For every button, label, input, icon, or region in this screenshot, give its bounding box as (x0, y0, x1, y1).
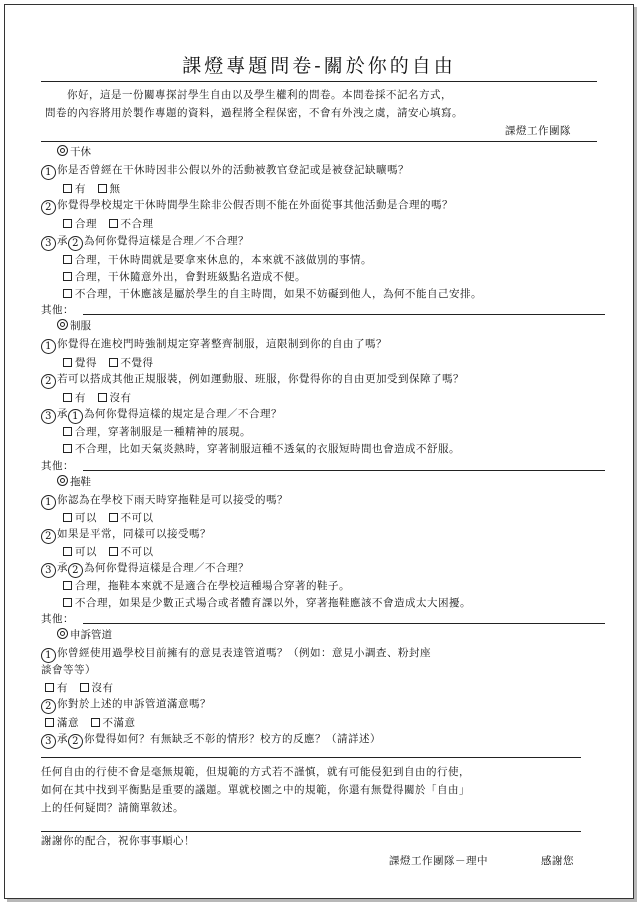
checkbox-option[interactable] (63, 427, 72, 436)
option-slippers-3a: 合理，拖鞋本來就不是適合在學校這種場合穿著的鞋子。 (63, 578, 350, 593)
other-label-slippers: 其他： (41, 613, 74, 625)
circled-number-icon: 3 (41, 409, 56, 424)
other-input-line-slippers[interactable] (83, 623, 605, 624)
circled-number-icon: 1 (41, 339, 56, 354)
checkbox-option[interactable] (109, 219, 118, 228)
footer-thanks: 感謝您 (541, 855, 574, 867)
page-title: 課燈專題問卷-關於你的自由 (182, 55, 456, 77)
checkbox-option[interactable] (63, 444, 72, 453)
checkbox-option[interactable] (80, 683, 89, 692)
circled-number-icon: 2 (41, 200, 56, 215)
checkbox-option[interactable] (63, 184, 72, 193)
circled-number-icon: 2 (41, 529, 56, 544)
intro-signature: 課燈工作團隊 (505, 125, 571, 137)
question-complaints-3: 3 承 2 你覺得如何？有無缺乏不彰的情形？校方的反應？（請詳述） (41, 731, 381, 749)
options-rest-2: 合理 不合理 (63, 216, 154, 231)
other-input-line-rest[interactable] (83, 314, 605, 315)
options-uniform-1: 覺得 不覺得 (63, 355, 154, 370)
bullseye-icon (57, 628, 68, 639)
options-slippers-1: 可以 不可以 (63, 510, 154, 525)
closing-line-2: 如何在其中找到平衡點是重要的議題。單就校園之中的規範，你還有無覺得關於「自由」 (41, 784, 470, 796)
checkbox-option[interactable] (63, 513, 72, 522)
circled-number-icon: 2 (41, 699, 56, 714)
question-slippers-2: 2 如果是平常，同樣可以接受嗎？ (41, 526, 211, 544)
footer-team: 課燈工作團隊－理中 (389, 855, 488, 867)
options-rest-1: 有 無 (63, 181, 121, 196)
checkbox-option[interactable] (109, 358, 118, 367)
question-uniform-1: 1 你覺得在進校門時強制規定穿著整齊制服，這限制到你的自由了嗎？ (41, 336, 387, 354)
checkbox-option[interactable] (98, 184, 107, 193)
option-slippers-3b: 不合理，如果是少數正式場合或者體育課以外，穿著拖鞋應該不會造成太大困擾。 (63, 595, 471, 610)
circled-number-icon: 2 (68, 236, 83, 251)
checkbox-option[interactable] (98, 393, 107, 402)
checkbox-option[interactable] (63, 272, 72, 281)
checkbox-option[interactable] (63, 219, 72, 228)
checkbox-option[interactable] (63, 358, 72, 367)
circled-number-icon: 1 (41, 165, 56, 180)
checkbox-option[interactable] (63, 255, 72, 264)
other-input-line-uniform[interactable] (83, 470, 605, 471)
circled-number-icon: 1 (68, 409, 83, 424)
thanks-text: 謝謝你的配合，祝你事事順心！ (41, 835, 195, 847)
checkbox-option[interactable] (63, 547, 72, 556)
checkbox-option[interactable] (109, 547, 118, 556)
intro-divider (41, 141, 597, 142)
checkbox-option[interactable] (45, 718, 54, 727)
question-uniform-2: 2 若可以搭成其他正規服裝，例如運動服、班服，你覺得你的自由更加受到保障了嗎？ (41, 371, 464, 389)
question-rest-3: 3 承 2 為何你覺得這樣是合理／不合理？ (41, 233, 249, 251)
question-slippers-3: 3 承 2 為何你覺得這樣是合理／不合理？ (41, 560, 249, 578)
checkbox-option[interactable] (63, 598, 72, 607)
question-rest-1: 1 你是否曾經在干休時因非公假以外的活動被教官登記或是被登記缺曠嗎？ (41, 162, 409, 180)
question-complaints-1: 1 你曾經使用過學校目前擁有的意見表達管道嗎？（例如：意見小調查、粉封座 (41, 645, 431, 663)
circled-number-icon: 2 (41, 374, 56, 389)
checkbox-option[interactable] (109, 513, 118, 522)
intro-line-1: 你好，這是一份關專探討學生自由以及學生權利的問卷。本問卷採不記名方式， (67, 89, 452, 101)
other-label-rest: 其他： (41, 304, 74, 316)
circled-number-icon: 1 (41, 648, 56, 663)
options-complaints-2: 滿意 不滿意 (45, 715, 136, 730)
options-complaints-1: 有 沒有 (45, 680, 114, 695)
bullseye-icon (57, 475, 68, 486)
options-slippers-2: 可以 不可以 (63, 544, 154, 559)
circled-number-icon: 3 (41, 563, 56, 578)
intro-line-2: 問卷的內容將用於製作專題的資料，過程將全程保密，不會有外洩之虞，請安心填寫。 (45, 107, 463, 119)
section-heading-complaints: 申訴管道 (57, 627, 112, 642)
option-uniform-3b: 不合理，比如天氣炎熱時，穿著制服這種不透氣的衣服短時間也會造成不舒服。 (63, 441, 460, 456)
option-rest-3a: 合理，干休時間就是要拿來休息的，本來就不該做別的事情。 (63, 252, 372, 267)
closing-answer-line[interactable] (41, 831, 581, 832)
circled-number-icon: 2 (68, 563, 83, 578)
section-heading-rest: 干休 (57, 144, 91, 159)
title-divider (41, 81, 597, 82)
option-rest-3b: 合理，干休隨意外出，會對班級點名造成不便。 (63, 269, 306, 284)
options-uniform-2: 有 沒有 (63, 390, 132, 405)
section-heading-slippers: 拖鞋 (57, 474, 91, 489)
circled-number-icon: 1 (41, 495, 56, 510)
closing-line-3: 上的任何疑問？請簡單敘述。 (41, 802, 184, 814)
other-label-uniform: 其他： (41, 460, 74, 472)
circled-number-icon: 3 (41, 236, 56, 251)
checkbox-option[interactable] (63, 393, 72, 402)
question-uniform-3: 3 承 1 為何你覺得這樣的規定是合理／不合理？ (41, 406, 282, 424)
answer-line[interactable] (41, 757, 581, 758)
question-complaints-2: 2 你對於上述的申訴管道滿意嗎？ (41, 696, 211, 714)
question-rest-2: 2 你覺得學校規定干休時間學生除非公假否則不能在外面從事其他活動是合理的嗎？ (41, 197, 453, 215)
checkbox-option[interactable] (63, 289, 72, 298)
question-complaints-1-cont: 談會等等） (41, 664, 96, 676)
section-heading-uniform: 制服 (57, 318, 91, 333)
option-uniform-3a: 合理，穿著制服是一種精神的展現。 (63, 424, 251, 439)
closing-line-1: 任何自由的行使不會是毫無規範，但規範的方式若不謹慎，就有可能侵犯到自由的行使， (41, 766, 470, 778)
bullseye-icon (57, 145, 68, 156)
checkbox-option[interactable] (91, 718, 100, 727)
checkbox-option[interactable] (63, 581, 72, 590)
checkbox-option[interactable] (45, 683, 54, 692)
bullseye-icon (57, 319, 68, 330)
circled-number-icon: 3 (41, 734, 56, 749)
questionnaire-page (4, 4, 634, 899)
question-slippers-1: 1 你認為在學校下雨天時穿拖鞋是可以接受的嗎？ (41, 492, 288, 510)
option-rest-3c: 不合理，干休應該是屬於學生的自主時間，如果不妨礙到他人，為何不能自己安排。 (63, 286, 482, 301)
circled-number-icon: 2 (68, 734, 83, 749)
